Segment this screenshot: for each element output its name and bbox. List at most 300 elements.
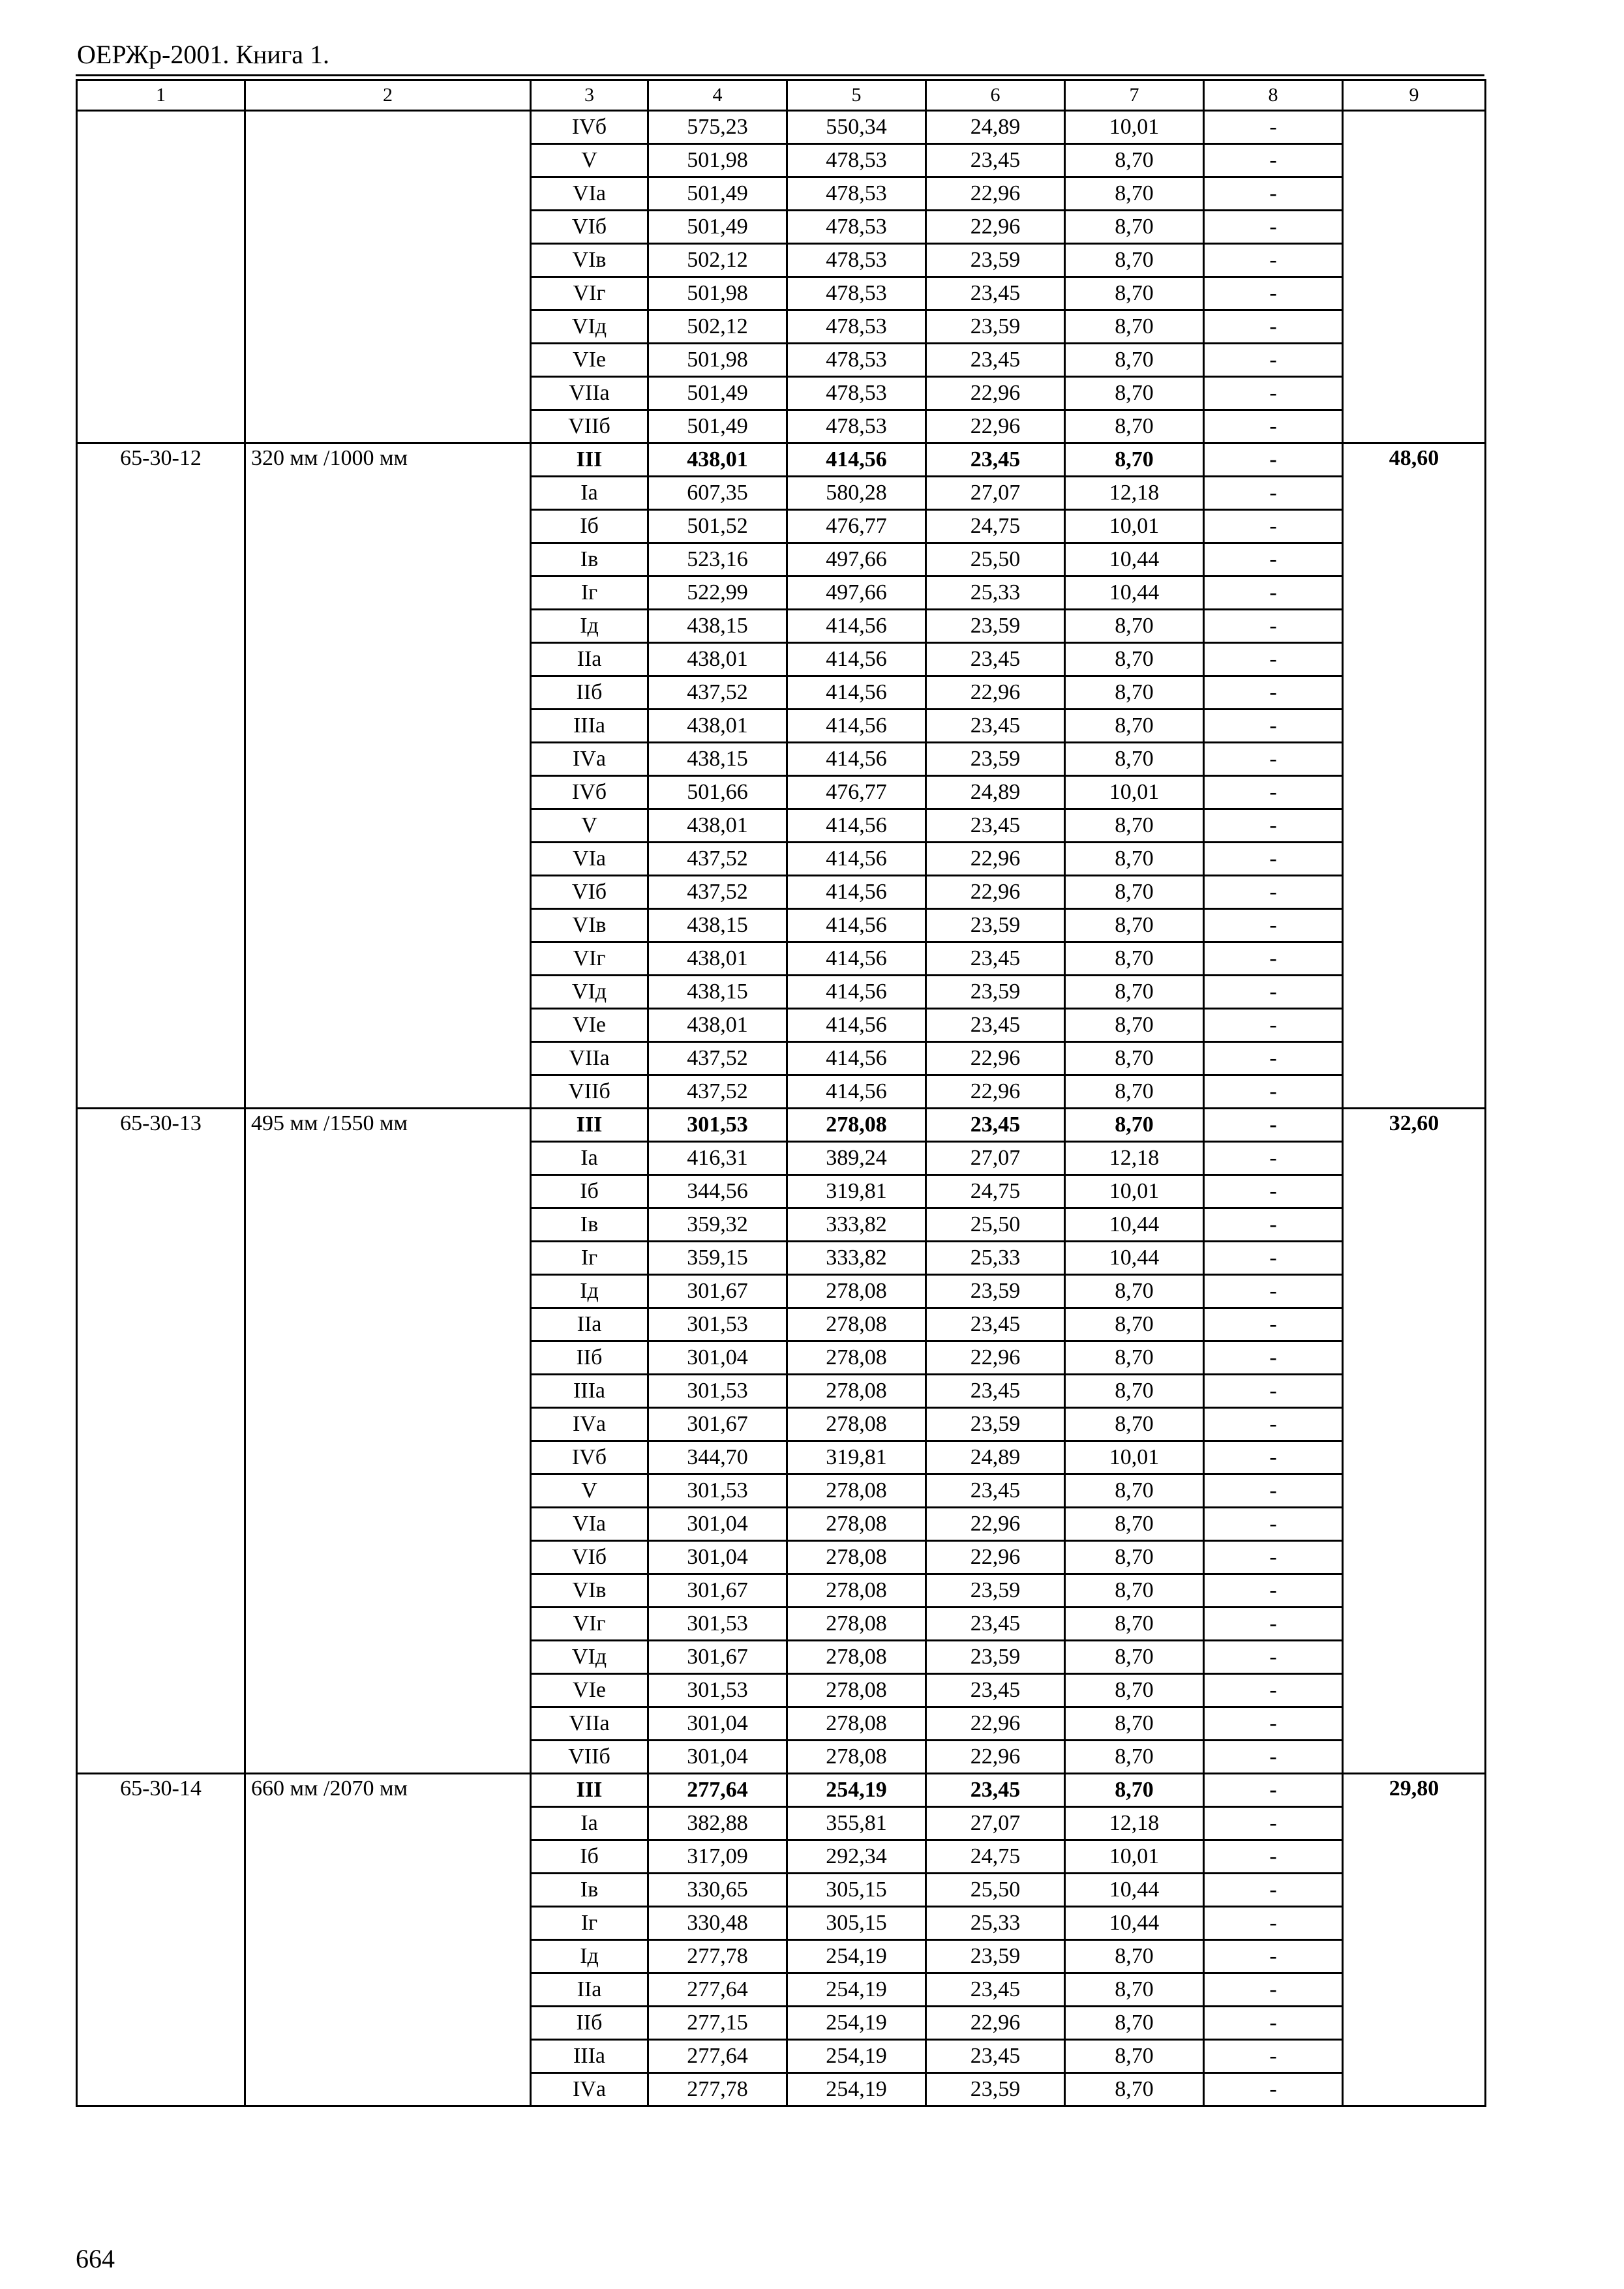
value-cell: 277,64	[648, 2040, 787, 2073]
value-cell: 501,49	[648, 410, 787, 443]
value-cell: 501,66	[648, 776, 787, 809]
value-cell: 8,70	[1065, 610, 1204, 643]
zone-cell: IIб	[531, 2007, 648, 2040]
value-cell: -	[1204, 576, 1343, 610]
value-cell: -	[1204, 1242, 1343, 1275]
value-cell: 301,67	[648, 1275, 787, 1308]
value-cell: 254,19	[787, 2007, 926, 2040]
table-body	[77, 111, 1486, 2106]
value-cell: 319,81	[787, 1441, 926, 1474]
value-cell: -	[1204, 1375, 1343, 1408]
value-cell: 10,44	[1065, 576, 1204, 610]
zone-cell: Iв	[531, 543, 648, 576]
value-cell: 8,70	[1065, 809, 1204, 843]
zone-cell: Iб	[531, 1175, 648, 1208]
value-cell: 478,53	[787, 310, 926, 344]
value-cell: 301,04	[648, 1508, 787, 1541]
value-cell: 8,70	[1065, 1741, 1204, 1774]
value-cell: 278,08	[787, 1707, 926, 1741]
value-cell: 501,49	[648, 177, 787, 211]
zone-cell: VIа	[531, 843, 648, 876]
value-cell: -	[1204, 1341, 1343, 1375]
column-header: 6	[926, 80, 1065, 111]
value-cell: 12,18	[1065, 477, 1204, 510]
column-header: 5	[787, 80, 926, 111]
zone-cell: IVа	[531, 2073, 648, 2106]
value-cell: 278,08	[787, 1275, 926, 1308]
value-cell: 23,59	[926, 909, 1065, 942]
value-cell: -	[1204, 443, 1343, 477]
value-cell: 330,48	[648, 1907, 787, 1940]
value-cell: 319,81	[787, 1175, 926, 1208]
value-cell: 301,04	[648, 1341, 787, 1375]
value-cell: 23,45	[926, 1009, 1065, 1042]
value-cell: -	[1204, 1308, 1343, 1341]
value-cell: 382,88	[648, 1807, 787, 1840]
value-cell: 330,65	[648, 1874, 787, 1907]
value-cell: -	[1204, 1940, 1343, 1973]
value-cell: 8,70	[1065, 1308, 1204, 1341]
description-cell	[245, 111, 531, 443]
zone-cell: Iа	[531, 1807, 648, 1840]
value-cell: -	[1204, 1574, 1343, 1608]
zone-cell: Iв	[531, 1208, 648, 1242]
value-cell: 8,70	[1065, 177, 1204, 211]
value-cell: 254,19	[787, 2073, 926, 2106]
value-cell: -	[1204, 1807, 1343, 1840]
value-cell: -	[1204, 2040, 1343, 2073]
value-cell: -	[1204, 2073, 1343, 2106]
value-cell: 12,18	[1065, 1807, 1204, 1840]
value-cell: 438,01	[648, 643, 787, 676]
value-cell: -	[1204, 1009, 1343, 1042]
value-cell: -	[1204, 1175, 1343, 1208]
value-cell: 8,70	[1065, 410, 1204, 443]
value-cell: 8,70	[1065, 2073, 1204, 2106]
value-cell: -	[1204, 2007, 1343, 2040]
value-cell: 438,15	[648, 976, 787, 1009]
value-cell: 277,78	[648, 1940, 787, 1973]
value-cell: 8,70	[1065, 1075, 1204, 1109]
value-cell: 8,70	[1065, 1341, 1204, 1375]
value-cell: 8,70	[1065, 710, 1204, 743]
value-cell: 414,56	[787, 610, 926, 643]
zone-cell: VIIб	[531, 410, 648, 443]
total-cell	[1343, 111, 1486, 443]
value-cell: 278,08	[787, 1574, 926, 1608]
value-cell: 8,70	[1065, 377, 1204, 410]
value-cell: 25,33	[926, 1242, 1065, 1275]
zone-cell: IVб	[531, 111, 648, 144]
zone-cell: IIб	[531, 676, 648, 710]
value-cell: 478,53	[787, 410, 926, 443]
value-cell: 8,70	[1065, 244, 1204, 277]
value-cell: 501,49	[648, 211, 787, 244]
value-cell: 22,96	[926, 1075, 1065, 1109]
value-cell: -	[1204, 1641, 1343, 1674]
value-cell: 278,08	[787, 1408, 926, 1441]
value-cell: 10,01	[1065, 111, 1204, 144]
value-cell: 8,70	[1065, 976, 1204, 1009]
column-header: 9	[1343, 80, 1486, 111]
column-number-row	[77, 80, 1486, 111]
value-cell: -	[1204, 643, 1343, 676]
zone-cell: VIIа	[531, 1042, 648, 1075]
value-cell: -	[1204, 1042, 1343, 1075]
value-cell: 292,34	[787, 1840, 926, 1874]
value-cell: 278,08	[787, 1641, 926, 1674]
value-cell: -	[1204, 510, 1343, 543]
zone-cell: V	[531, 1474, 648, 1508]
value-cell: 22,96	[926, 843, 1065, 876]
value-cell: 333,82	[787, 1208, 926, 1242]
value-cell: 414,56	[787, 1075, 926, 1109]
zone-cell: Iа	[531, 477, 648, 510]
value-cell: 438,01	[648, 443, 787, 477]
value-cell: -	[1204, 144, 1343, 177]
zone-cell: VIе	[531, 1009, 648, 1042]
value-cell: -	[1204, 310, 1343, 344]
value-cell: 550,34	[787, 111, 926, 144]
value-cell: 8,70	[1065, 1275, 1204, 1308]
value-cell: 10,44	[1065, 1208, 1204, 1242]
value-cell: -	[1204, 1474, 1343, 1508]
value-cell: -	[1204, 876, 1343, 909]
value-cell: 8,70	[1065, 277, 1204, 310]
value-cell: 23,45	[926, 344, 1065, 377]
zone-cell: VIг	[531, 277, 648, 310]
column-header: 8	[1204, 80, 1343, 111]
value-cell: 523,16	[648, 543, 787, 576]
value-cell: -	[1204, 909, 1343, 942]
value-cell: 23,59	[926, 743, 1065, 776]
value-cell: -	[1204, 1541, 1343, 1574]
zone-cell: Iб	[531, 510, 648, 543]
value-cell: 8,70	[1065, 1608, 1204, 1641]
value-cell: 277,78	[648, 2073, 787, 2106]
value-cell: 478,53	[787, 144, 926, 177]
value-cell: 25,33	[926, 576, 1065, 610]
value-cell: 24,89	[926, 776, 1065, 809]
header-rule	[76, 74, 1484, 76]
value-cell: 301,53	[648, 1308, 787, 1341]
value-cell: 305,15	[787, 1907, 926, 1940]
zone-cell: Iг	[531, 1242, 648, 1275]
value-cell: 27,07	[926, 1142, 1065, 1175]
value-cell: 478,53	[787, 211, 926, 244]
value-cell: 414,56	[787, 710, 926, 743]
zone-cell: VIд	[531, 1641, 648, 1674]
zone-cell: VIб	[531, 211, 648, 244]
value-cell: -	[1204, 244, 1343, 277]
value-cell: -	[1204, 1973, 1343, 2007]
value-cell: 254,19	[787, 2040, 926, 2073]
value-cell: 22,96	[926, 876, 1065, 909]
value-cell: 8,70	[1065, 2007, 1204, 2040]
value-cell: 301,53	[648, 1608, 787, 1641]
zone-cell: VIе	[531, 1674, 648, 1707]
zone-cell: IIIа	[531, 710, 648, 743]
value-cell: 23,45	[926, 1109, 1065, 1142]
value-cell: 8,70	[1065, 876, 1204, 909]
value-cell: 23,59	[926, 310, 1065, 344]
value-cell: -	[1204, 1840, 1343, 1874]
value-cell: 301,04	[648, 1741, 787, 1774]
value-cell: -	[1204, 1441, 1343, 1474]
zone-cell: VIг	[531, 942, 648, 976]
value-cell: 254,19	[787, 1774, 926, 1807]
value-cell: 522,99	[648, 576, 787, 610]
value-cell: 476,77	[787, 776, 926, 809]
rates-table	[76, 79, 1486, 2107]
value-cell: 25,50	[926, 1874, 1065, 1907]
value-cell: 414,56	[787, 643, 926, 676]
zone-cell: IIа	[531, 1308, 648, 1341]
value-cell: 301,67	[648, 1641, 787, 1674]
value-cell: 8,70	[1065, 643, 1204, 676]
zone-cell: IIб	[531, 1341, 648, 1375]
description-cell: 495 мм /1550 мм	[245, 1109, 531, 1774]
value-cell: 301,53	[648, 1674, 787, 1707]
value-cell: 301,67	[648, 1408, 787, 1441]
zone-cell: IVа	[531, 743, 648, 776]
value-cell: -	[1204, 1275, 1343, 1308]
value-cell: 278,08	[787, 1341, 926, 1375]
column-header: 2	[245, 80, 531, 111]
value-cell: 277,64	[648, 1973, 787, 2007]
value-cell: 23,45	[926, 1474, 1065, 1508]
value-cell: 23,59	[926, 976, 1065, 1009]
value-cell: -	[1204, 1774, 1343, 1807]
value-cell: 438,01	[648, 1009, 787, 1042]
value-cell: 278,08	[787, 1375, 926, 1408]
value-cell: 359,15	[648, 1242, 787, 1275]
zone-cell: IVб	[531, 776, 648, 809]
value-cell: 23,45	[926, 710, 1065, 743]
value-cell: 23,45	[926, 1375, 1065, 1408]
value-cell: 23,45	[926, 2040, 1065, 2073]
value-cell: 501,49	[648, 377, 787, 410]
value-cell: 22,96	[926, 2007, 1065, 2040]
value-cell: 23,45	[926, 443, 1065, 477]
value-cell: 24,75	[926, 510, 1065, 543]
value-cell: 22,96	[926, 410, 1065, 443]
value-cell: 414,56	[787, 1009, 926, 1042]
column-header: 7	[1065, 80, 1204, 111]
page-number: 664	[76, 2244, 115, 2273]
value-cell: 22,96	[926, 1341, 1065, 1375]
value-cell: 22,96	[926, 676, 1065, 710]
value-cell: 24,89	[926, 1441, 1065, 1474]
value-cell: 8,70	[1065, 443, 1204, 477]
zone-cell: Iд	[531, 1940, 648, 1973]
zone-cell: IIIа	[531, 2040, 648, 2073]
value-cell: 278,08	[787, 1608, 926, 1641]
value-cell: 278,08	[787, 1508, 926, 1541]
zone-cell: VIа	[531, 177, 648, 211]
value-cell: 414,56	[787, 976, 926, 1009]
value-cell: 24,89	[926, 111, 1065, 144]
value-cell: 8,70	[1065, 1774, 1204, 1807]
value-cell: -	[1204, 1142, 1343, 1175]
value-cell: -	[1204, 344, 1343, 377]
value-cell: -	[1204, 1508, 1343, 1541]
table-row	[77, 443, 1486, 477]
value-cell: 8,70	[1065, 676, 1204, 710]
value-cell: 23,59	[926, 244, 1065, 277]
table-row	[77, 111, 1486, 144]
value-cell: 301,67	[648, 1574, 787, 1608]
value-cell: 414,56	[787, 843, 926, 876]
value-cell: 254,19	[787, 1940, 926, 1973]
value-cell: 301,53	[648, 1109, 787, 1142]
value-cell: 25,50	[926, 543, 1065, 576]
value-cell: 22,96	[926, 211, 1065, 244]
value-cell: 278,08	[787, 1109, 926, 1142]
value-cell: 438,15	[648, 909, 787, 942]
zone-cell: VIе	[531, 344, 648, 377]
value-cell: 254,19	[787, 1973, 926, 2007]
zone-cell: VIб	[531, 1541, 648, 1574]
value-cell: 23,45	[926, 643, 1065, 676]
value-cell: -	[1204, 1674, 1343, 1707]
value-cell: 333,82	[787, 1242, 926, 1275]
zone-cell: V	[531, 144, 648, 177]
value-cell: 414,56	[787, 743, 926, 776]
zone-cell: Iд	[531, 610, 648, 643]
value-cell: 27,07	[926, 477, 1065, 510]
value-cell: 23,59	[926, 1574, 1065, 1608]
value-cell: 501,52	[648, 510, 787, 543]
value-cell: 23,59	[926, 1408, 1065, 1441]
value-cell: -	[1204, 976, 1343, 1009]
value-cell: 278,08	[787, 1674, 926, 1707]
column-header: 4	[648, 80, 787, 111]
value-cell: -	[1204, 610, 1343, 643]
value-cell: 8,70	[1065, 1042, 1204, 1075]
value-cell: 414,56	[787, 876, 926, 909]
value-cell: 10,01	[1065, 1840, 1204, 1874]
zone-cell: III	[531, 443, 648, 477]
zone-cell: Iв	[531, 1874, 648, 1907]
value-cell: 8,70	[1065, 1674, 1204, 1707]
value-cell: 437,52	[648, 843, 787, 876]
value-cell: 478,53	[787, 177, 926, 211]
value-cell: 23,45	[926, 942, 1065, 976]
value-cell: 22,96	[926, 1541, 1065, 1574]
value-cell: 8,70	[1065, 1109, 1204, 1142]
value-cell: -	[1204, 1874, 1343, 1907]
zone-cell: IVб	[531, 1441, 648, 1474]
value-cell: -	[1204, 743, 1343, 776]
value-cell: -	[1204, 776, 1343, 809]
value-cell: 22,96	[926, 377, 1065, 410]
value-cell: 23,59	[926, 2073, 1065, 2106]
value-cell: 23,59	[926, 610, 1065, 643]
value-cell: 23,59	[926, 1275, 1065, 1308]
value-cell: 23,45	[926, 1674, 1065, 1707]
column-header: 1	[77, 80, 245, 111]
zone-cell: VIIа	[531, 377, 648, 410]
value-cell: 301,04	[648, 1541, 787, 1574]
value-cell: 414,56	[787, 676, 926, 710]
value-cell: -	[1204, 277, 1343, 310]
value-cell: 476,77	[787, 510, 926, 543]
value-cell: 502,12	[648, 244, 787, 277]
value-cell: 8,70	[1065, 1940, 1204, 1973]
value-cell: 10,44	[1065, 1907, 1204, 1940]
value-cell: 8,70	[1065, 1973, 1204, 2007]
value-cell: 23,45	[926, 1774, 1065, 1807]
column-header: 3	[531, 80, 648, 111]
value-cell: 501,98	[648, 144, 787, 177]
value-cell: 22,96	[926, 1741, 1065, 1774]
value-cell: 478,53	[787, 377, 926, 410]
value-cell: 8,70	[1065, 942, 1204, 976]
value-cell: 24,75	[926, 1175, 1065, 1208]
value-cell: 414,56	[787, 909, 926, 942]
value-cell: 8,70	[1065, 1474, 1204, 1508]
value-cell: 437,52	[648, 1075, 787, 1109]
description-cell: 660 мм /2070 мм	[245, 1774, 531, 2106]
zone-cell: IVа	[531, 1408, 648, 1441]
value-cell: 8,70	[1065, 1641, 1204, 1674]
value-cell: -	[1204, 1741, 1343, 1774]
value-cell: -	[1204, 377, 1343, 410]
value-cell: -	[1204, 676, 1343, 710]
zone-cell: Iд	[531, 1275, 648, 1308]
zone-cell: VIIа	[531, 1707, 648, 1741]
value-cell: 8,70	[1065, 1375, 1204, 1408]
value-cell: 23,45	[926, 809, 1065, 843]
zone-cell: Iг	[531, 576, 648, 610]
value-cell: 23,45	[926, 144, 1065, 177]
zone-cell: VIг	[531, 1608, 648, 1641]
value-cell: -	[1204, 1075, 1343, 1109]
table-header	[77, 80, 1486, 111]
value-cell: 8,70	[1065, 843, 1204, 876]
value-cell: 414,56	[787, 942, 926, 976]
value-cell: -	[1204, 1109, 1343, 1142]
value-cell: 438,01	[648, 942, 787, 976]
value-cell: 8,70	[1065, 2040, 1204, 2073]
zone-cell: VIа	[531, 1508, 648, 1541]
value-cell: 8,70	[1065, 1009, 1204, 1042]
value-cell: 8,70	[1065, 743, 1204, 776]
table-row	[77, 1109, 1486, 1142]
rate-code-cell: 65-30-13	[77, 1109, 245, 1774]
value-cell: -	[1204, 809, 1343, 843]
value-cell: 277,15	[648, 2007, 787, 2040]
value-cell: 8,70	[1065, 211, 1204, 244]
value-cell: 438,15	[648, 743, 787, 776]
description-cell: 320 мм /1000 мм	[245, 443, 531, 1109]
value-cell: 278,08	[787, 1741, 926, 1774]
value-cell: 580,28	[787, 477, 926, 510]
zone-cell: IIIа	[531, 1375, 648, 1408]
value-cell: -	[1204, 211, 1343, 244]
value-cell: 23,45	[926, 1308, 1065, 1341]
value-cell: 305,15	[787, 1874, 926, 1907]
value-cell: -	[1204, 111, 1343, 144]
value-cell: 414,56	[787, 809, 926, 843]
value-cell: 8,70	[1065, 310, 1204, 344]
zone-cell: VIд	[531, 310, 648, 344]
value-cell: -	[1204, 710, 1343, 743]
value-cell: 414,56	[787, 443, 926, 477]
value-cell: 437,52	[648, 1042, 787, 1075]
value-cell: 502,12	[648, 310, 787, 344]
